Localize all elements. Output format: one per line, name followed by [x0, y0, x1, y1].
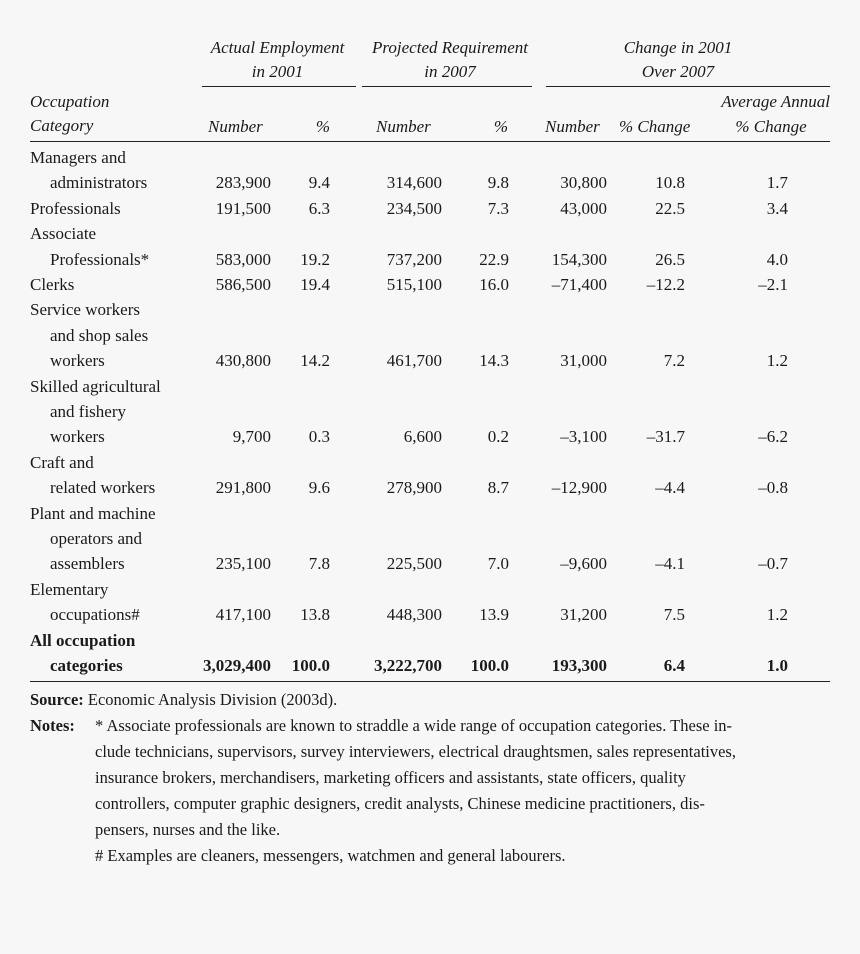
- cell-p01: 14.2: [300, 351, 330, 371]
- row-label-line: assemblers: [50, 554, 125, 574]
- cell-chg: –71,400: [551, 275, 607, 294]
- cell-p01: 0.3: [308, 427, 330, 447]
- cell-chg: 154,300: [551, 249, 607, 269]
- cell-pchg: 22.5: [655, 198, 685, 218]
- header-change: [588, 36, 768, 84]
- cell-p07: 14.3: [479, 351, 509, 371]
- header-actual-line1: Actual Employment: [210, 38, 345, 57]
- cell-n07: 225,500: [386, 554, 442, 574]
- cell-chg: –9,600: [560, 554, 607, 574]
- cell-chg: –3,100: [560, 427, 607, 447]
- header-projected-line1: Projected Requirement: [372, 38, 528, 57]
- cell-p07: 7.3: [487, 198, 509, 218]
- cell-avg: 1.0: [766, 656, 788, 675]
- cell-pchg: –12.2: [646, 275, 685, 294]
- notes-line-4: controllers, computer graphic designers, credit analysts, Chinese medicine practitioners, dis-: [95, 794, 705, 813]
- header-occupation-line2: Category: [30, 116, 94, 135]
- cell-n01: 430,800: [215, 351, 271, 371]
- cell-pchg: –31.7: [646, 427, 685, 447]
- row-label-line: operators and: [50, 529, 143, 548]
- cell-avg: –0.7: [758, 554, 788, 574]
- cell-n01: 417,100: [215, 605, 271, 625]
- row-label-line: Professionals: [30, 198, 121, 218]
- header-average-annual-line2: % Change: [735, 117, 807, 136]
- cell-n07: 737,200: [386, 249, 442, 269]
- cell-avg: 1.7: [766, 173, 788, 193]
- row-label-line: Service workers: [30, 300, 140, 320]
- cell-p01: 19.4: [300, 275, 330, 294]
- row-label-line: Associate: [30, 224, 97, 244]
- cell-pchg: –4.4: [655, 478, 685, 498]
- notes-line-3: insurance brokers, merchandisers, marketing officers and assistants, state officers, quality: [95, 768, 686, 787]
- source-line: [30, 687, 337, 713]
- row-label-line: Skilled agricultural: [30, 376, 161, 396]
- header-number-2007: Number: [376, 117, 431, 136]
- header-number-change: Number: [545, 117, 600, 136]
- cell-avg: 1.2: [766, 351, 788, 371]
- cell-p01: 100.0: [291, 656, 330, 675]
- cell-p01: 9.6: [308, 478, 330, 498]
- notes-line-5: pensers, nurses and the like.: [95, 820, 281, 839]
- cell-n01: 583,000: [215, 249, 271, 269]
- row-label-line: Elementary: [30, 579, 109, 599]
- header-actual-employment: [200, 36, 355, 84]
- cell-avg: –6.2: [758, 427, 788, 447]
- cell-n01: 235,100: [215, 554, 271, 574]
- cell-n07: 3,222,700: [374, 656, 442, 675]
- header-pct-change: % Change: [619, 117, 691, 136]
- cell-p01: 7.8: [308, 554, 330, 574]
- row-label-line: Clerks: [30, 275, 75, 294]
- rule-header-bottom: [30, 141, 830, 142]
- cell-avg: 4.0: [766, 249, 788, 269]
- header-average-annual-line1: Average Annual: [721, 92, 830, 111]
- cell-n07: 461,700: [386, 351, 442, 371]
- source-label: Source:: [30, 690, 84, 709]
- cell-pchg: 7.2: [663, 351, 685, 371]
- cell-n01: 291,800: [215, 478, 271, 498]
- cell-chg: 30,800: [560, 173, 607, 193]
- cell-n07: 515,100: [386, 275, 442, 294]
- row-label-line: and fishery: [50, 402, 127, 421]
- cell-pchg: 26.5: [655, 249, 685, 269]
- notes-line-2: clude technicians, supervisors, survey interviewers, electrical draughtsmen, sales representatives,: [95, 742, 736, 761]
- cell-p07: 7.0: [487, 554, 509, 574]
- cell-p07: 9.8: [487, 173, 509, 193]
- cell-avg: –0.8: [758, 478, 788, 498]
- cell-p01: 19.2: [300, 249, 330, 269]
- cell-n07: 314,600: [386, 173, 442, 193]
- header-projected-line2: in 2007: [424, 62, 476, 81]
- cell-pchg: 6.4: [663, 656, 685, 675]
- cell-chg: 31,000: [560, 351, 607, 371]
- header-occupation-category: [30, 90, 109, 138]
- cell-pchg: 7.5: [663, 605, 685, 625]
- cell-p07: 100.0: [470, 656, 509, 675]
- rule-actual: [202, 86, 356, 87]
- cell-n07: 234,500: [386, 198, 442, 218]
- cell-p01: 13.8: [300, 605, 330, 625]
- rule-projected: [362, 86, 532, 87]
- cell-p07: 22.9: [479, 249, 509, 269]
- row-label-line: Craft and: [30, 452, 94, 472]
- row-label-line: categories: [50, 656, 123, 675]
- cell-n01: 586,500: [215, 275, 271, 294]
- header-change-line1: Change in 2001: [623, 38, 733, 57]
- row-label-line: Professionals*: [50, 249, 150, 269]
- header-number-2001: Number: [208, 117, 263, 136]
- cell-avg: 1.2: [766, 605, 788, 625]
- row-label-line: related workers: [50, 478, 156, 498]
- header-pct-2007: %: [493, 117, 508, 136]
- row-label-line: workers: [50, 427, 105, 447]
- cell-n07: 448,300: [386, 605, 442, 625]
- cell-avg: –2.1: [758, 275, 788, 294]
- notes-line-1: * Associate professionals are known to straddle a wide range of occupation categories. These in-: [95, 716, 733, 735]
- cell-p07: 16.0: [479, 275, 509, 294]
- source-text: Economic Analysis Division (2003d).: [87, 690, 338, 709]
- cell-chg: 193,300: [551, 656, 607, 675]
- cell-n01: 283,900: [215, 173, 271, 193]
- cell-n07: 278,900: [386, 478, 442, 498]
- notes-label: Notes:: [30, 716, 75, 735]
- rule-change: [546, 86, 830, 87]
- cell-p07: 8.7: [487, 478, 509, 498]
- cell-n07: 6,600: [403, 427, 442, 447]
- rule-table-bottom: [30, 681, 830, 682]
- cell-p07: 0.2: [487, 427, 509, 447]
- row-label-line: Managers and: [30, 148, 126, 167]
- cell-p01: 9.4: [308, 173, 330, 193]
- header-change-line2: Over 2007: [641, 62, 715, 81]
- cell-chg: 31,200: [560, 605, 607, 625]
- cell-p07: 13.9: [479, 605, 509, 625]
- row-label-line: occupations#: [50, 605, 140, 625]
- cell-pchg: 10.8: [655, 173, 685, 193]
- header-pct-2001: %: [315, 117, 330, 136]
- cell-p01: 6.3: [308, 198, 330, 218]
- cell-n01: 3,029,400: [203, 656, 271, 675]
- row-label-line: workers: [50, 351, 105, 371]
- cell-chg: 43,000: [560, 198, 607, 218]
- row-label-line: and shop sales: [50, 325, 149, 345]
- cell-chg: –12,900: [551, 478, 607, 498]
- header-projected-requirement: [362, 36, 538, 84]
- row-label-line: administrators: [50, 173, 148, 193]
- header-actual-line2: in 2001: [251, 62, 304, 81]
- row-label-line: All occupation: [30, 630, 136, 650]
- notes-line-6: # Examples are cleaners, messengers, watchmen and general labourers.: [95, 846, 566, 865]
- cell-n01: 191,500: [215, 198, 271, 218]
- cell-avg: 3.4: [766, 198, 788, 218]
- row-label-line: Plant and machine: [30, 503, 156, 523]
- cell-n01: 9,700: [232, 427, 271, 447]
- header-occupation-line1: Occupation: [30, 92, 110, 111]
- cell-pchg: –4.1: [655, 554, 685, 574]
